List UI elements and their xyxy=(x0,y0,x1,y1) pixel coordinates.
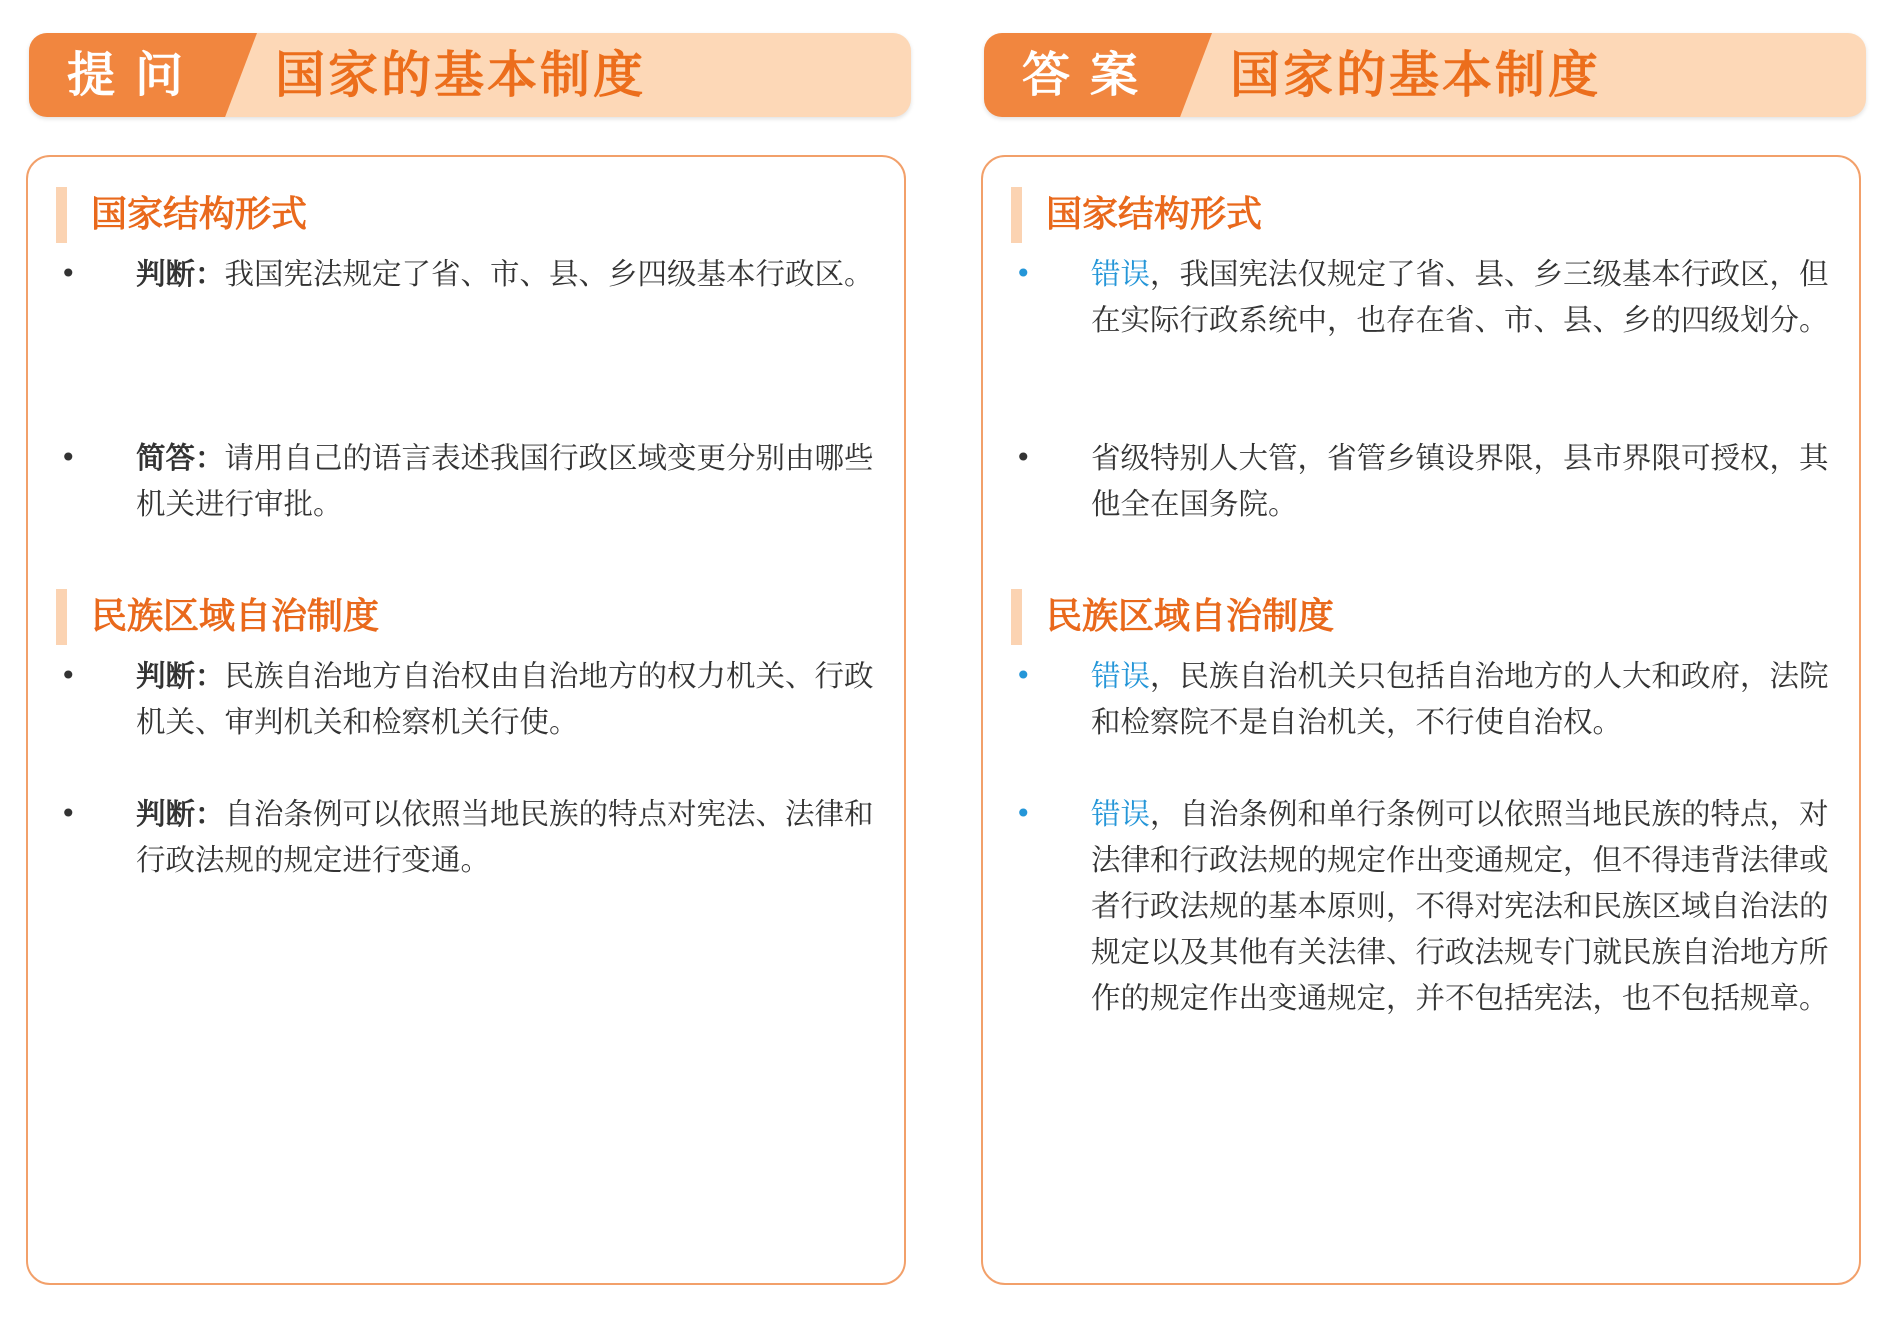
answer-item-text: ，自治条例和单行条例可以依照当地民族的特点，对法律和行政法规的规定作出变通规定，但不得违背法律或者行政法规的基本原则，不得对宪法和民族区域自治法的规定以及其他有关法律、行政法规专门就民族自治地方所作的规定作出变通规定，并不包括宪法，也不包括规章。 xyxy=(1091,797,1829,1015)
answer-section-title-1: 国家结构形式 xyxy=(1011,187,1262,243)
answer-item-text: 省级特别人大管，省管乡镇设界限，县市界限可授权，其他全在国务院。 xyxy=(1091,441,1829,521)
question-header xyxy=(29,33,911,117)
question-item xyxy=(60,791,888,883)
question-tag: 提问 xyxy=(67,47,204,103)
answer-title: 国家的基本制度 xyxy=(1230,46,1601,104)
bullet-icon: • xyxy=(1015,659,1032,692)
answer-tag: 答案 xyxy=(1022,47,1159,103)
bullet-icon: • xyxy=(60,257,77,290)
answer-panel xyxy=(981,155,1861,1285)
question-item-label: 判断： xyxy=(136,659,225,693)
question-item-text: 自治条例可以依照当地民族的特点对宪法、法律和行政法规的规定进行变通。 xyxy=(136,797,874,877)
bullet-icon: • xyxy=(60,659,77,692)
answer-verdict: 错误 xyxy=(1091,797,1151,831)
bullet-icon: • xyxy=(1015,257,1032,290)
answer-item-text: ，我国宪法仅规定了省、县、乡三级基本行政区，但在实际行政系统中，也存在省、市、县、乡的四级划分。 xyxy=(1091,257,1829,337)
answer-verdict: 错误 xyxy=(1091,257,1151,291)
answer-column xyxy=(984,33,1866,1293)
answer-item xyxy=(1015,435,1843,527)
answer-section-title-2: 民族区域自治制度 xyxy=(1011,589,1334,645)
bullet-icon: • xyxy=(1015,441,1032,474)
question-section-title-1: 国家结构形式 xyxy=(56,187,307,243)
answer-verdict: 错误 xyxy=(1091,659,1151,693)
question-item xyxy=(60,435,888,527)
bullet-icon: • xyxy=(60,441,77,474)
question-item-text: 请用自己的语言表述我国行政区域变更分别由哪些机关进行审批。 xyxy=(136,441,874,521)
question-item xyxy=(60,251,888,297)
question-panel xyxy=(26,155,906,1285)
answer-item xyxy=(1015,251,1843,343)
answer-header xyxy=(984,33,1866,117)
question-item-label: 判断： xyxy=(136,257,225,291)
question-item-text: 民族自治地方自治权由自治地方的权力机关、行政机关、审判机关和检察机关行使。 xyxy=(136,659,874,739)
answer-item-text: ，民族自治机关只包括自治地方的人大和政府，法院和检察院不是自治机关，不行使自治权。 xyxy=(1091,659,1829,739)
bullet-icon: • xyxy=(60,797,77,830)
answer-item xyxy=(1015,791,1843,1021)
question-item-label: 判断： xyxy=(136,797,225,831)
question-item xyxy=(60,653,888,745)
question-section-title-2: 民族区域自治制度 xyxy=(56,589,379,645)
question-item-text: 我国宪法规定了省、市、县、乡四级基本行政区。 xyxy=(224,257,874,291)
question-title: 国家的基本制度 xyxy=(275,46,646,104)
answer-item xyxy=(1015,653,1843,745)
bullet-icon: • xyxy=(1015,797,1032,830)
question-column xyxy=(29,33,911,1293)
question-item-label: 简答： xyxy=(136,441,225,475)
